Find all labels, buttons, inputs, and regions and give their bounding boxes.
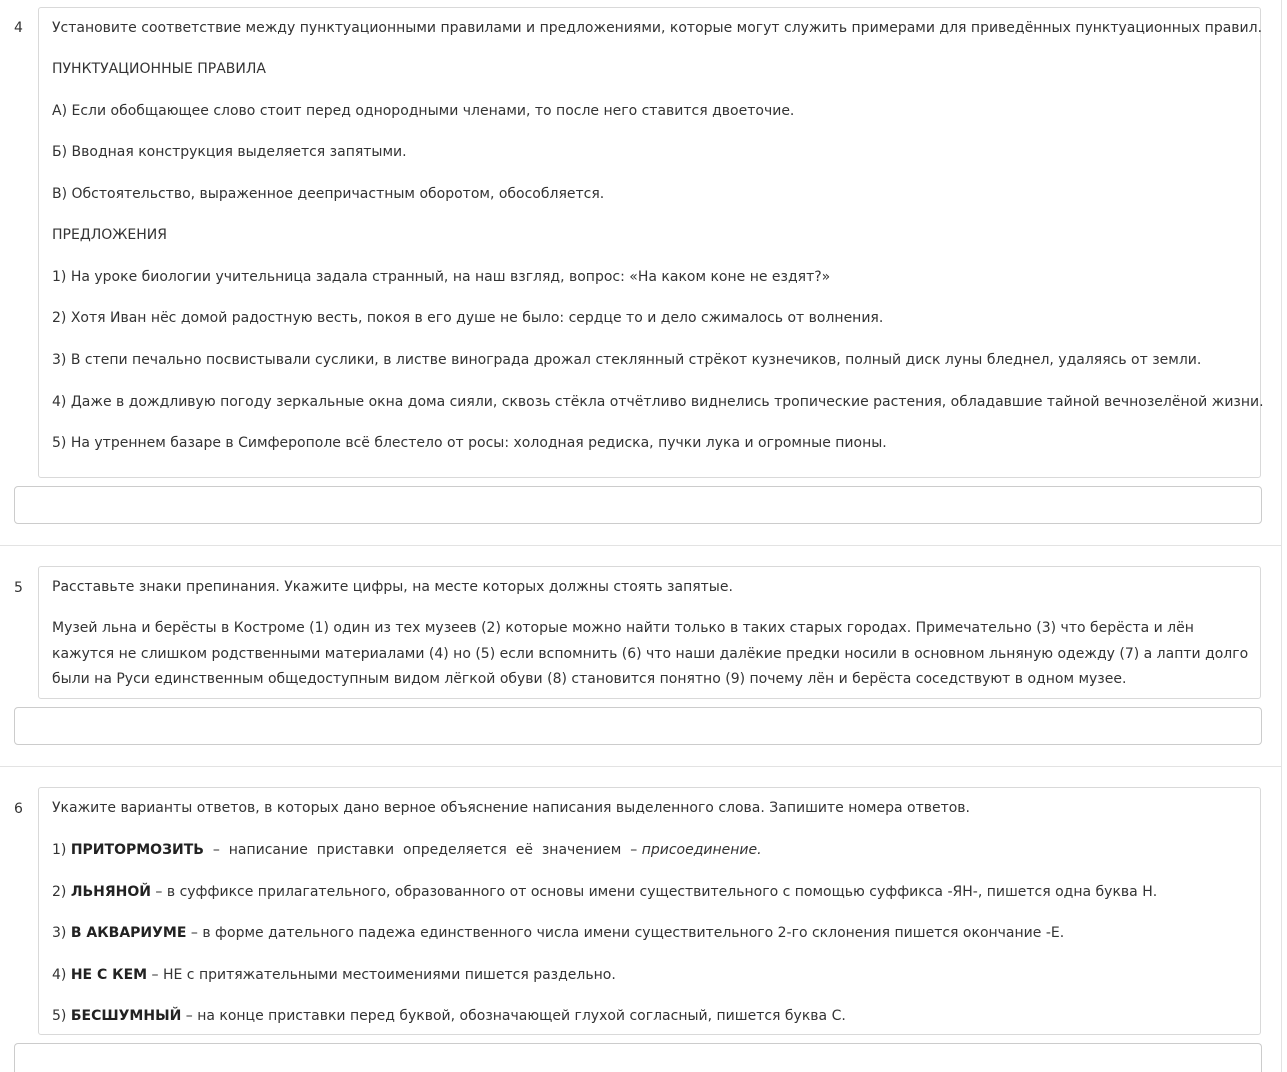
option-number: 3) <box>52 925 67 941</box>
question-text-box <box>38 7 1264 478</box>
option-italic: присоединение. <box>641 842 762 858</box>
sentence-item: 3) В степи печально посвистывали суслики, в листве винограда дрожал стеклянный стрёкот кузнечиков, полный диск луны бледнел, удаляясь от земли. <box>52 352 1202 368</box>
option-explanation: – НЕ с притяжательными местоимениями пишется раздельно. <box>147 967 616 983</box>
highlighted-word: ПРИТОРМОЗИТЬ <box>70 842 204 858</box>
answer-option <box>52 965 616 985</box>
task-instruction: Расставьте знаки препинания. Укажите цифры, на месте которых должны стоять запятые. <box>52 579 733 595</box>
option-explanation: – на конце приставки перед буквой, обозначающей глухой согласный, пишется буква С. <box>181 1008 846 1024</box>
question-number: 6 <box>14 801 23 817</box>
answer-option <box>52 1006 846 1026</box>
right-border <box>1281 0 1282 1072</box>
section-heading: ПУНКТУАЦИОННЫЕ ПРАВИЛА <box>52 61 266 77</box>
rule-item: В) Обстоятельство, выраженное деепричастным оборотом, обособляется. <box>52 186 605 202</box>
answer-input[interactable] <box>14 707 1262 745</box>
task-instruction: Установите соответствие между пунктуационными правилами и предложениями, которые могут служить примерами для приведённых пунктуационных правил. <box>52 20 1263 36</box>
option-number: 1) <box>52 842 67 858</box>
highlighted-word: НЕ С КЕМ <box>70 967 148 983</box>
answer-option <box>52 882 1157 902</box>
sentence-item: 2) Хотя Иван нёс домой радостную весть, покоя в его душе не было: сердце то и дело сжималось от волнения. <box>52 310 884 326</box>
task-instruction: Укажите варианты ответов, в которых дано верное объяснение написания выделенного слова. Запишите номера ответов. <box>52 800 971 816</box>
answer-input[interactable] <box>14 486 1262 524</box>
option-number: 4) <box>52 967 67 983</box>
sentence-item: 5) На утреннем базаре в Симферополе всё блестело от росы: холодная редиска, пучки лука и огромные пионы. <box>52 435 887 451</box>
option-explanation: – написание приставки определяется её значением – <box>203 842 638 858</box>
answer-option <box>52 840 762 860</box>
divider <box>0 766 1282 767</box>
sentence-item: 4) Даже в дождливую погоду зеркальные окна дома сияли, сквозь стёкла отчётливо виднелись тропические растения, обладавшие тайной вечнозелёной жизни. <box>52 394 1264 410</box>
question-number: 4 <box>14 20 23 36</box>
question-text-box <box>38 566 1261 699</box>
option-explanation: – в суффиксе прилагательного, образованного от основы имени существительного с помощью суффикса -ЯН-, пишется одна буква Н. <box>150 884 1158 900</box>
rule-item: А) Если обобщающее слово стоит перед однородными членами, то после него ставится двоеточие. <box>52 103 795 119</box>
question-text-box <box>38 787 1261 1035</box>
divider <box>0 545 1282 546</box>
option-number: 5) <box>52 1008 67 1024</box>
highlighted-word: ЛЬНЯНОЙ <box>70 884 151 900</box>
question-number: 5 <box>14 580 23 596</box>
rule-item: Б) Вводная конструкция выделяется запятыми. <box>52 144 407 160</box>
option-number: 2) <box>52 884 67 900</box>
option-explanation: – в форме дательного падежа единственного числа имени существительного 2-го склонения пишется окончание -Е. <box>186 925 1065 941</box>
highlighted-word: БЕСШУМНЫЙ <box>70 1008 182 1024</box>
sentence-item: 1) На уроке биологии учительница задала странный, на наш взгляд, вопрос: «На каком коне не ездят?» <box>52 269 831 285</box>
highlighted-word: В АКВАРИУМЕ <box>70 925 187 941</box>
answer-input[interactable] <box>14 1043 1262 1072</box>
section-heading: ПРЕДЛОЖЕНИЯ <box>52 227 167 243</box>
task-text: Музей льна и берёсты в Костроме (1) один из тех музеев (2) которые можно найти только в таких старых городах. Примечательно (3) что берёста и лён кажутся не слишком родственными материалами (4) но (5) если вспомнить (6) что наши далёкие предки носили в основном льняную одежду (7) а лапти долго были на Руси единственным общедоступным видом лёгкой обуви (8) становится понятно (9) почему лён и берёста соседствуют в одном музее. <box>52 620 1249 687</box>
answer-option <box>52 923 1064 943</box>
